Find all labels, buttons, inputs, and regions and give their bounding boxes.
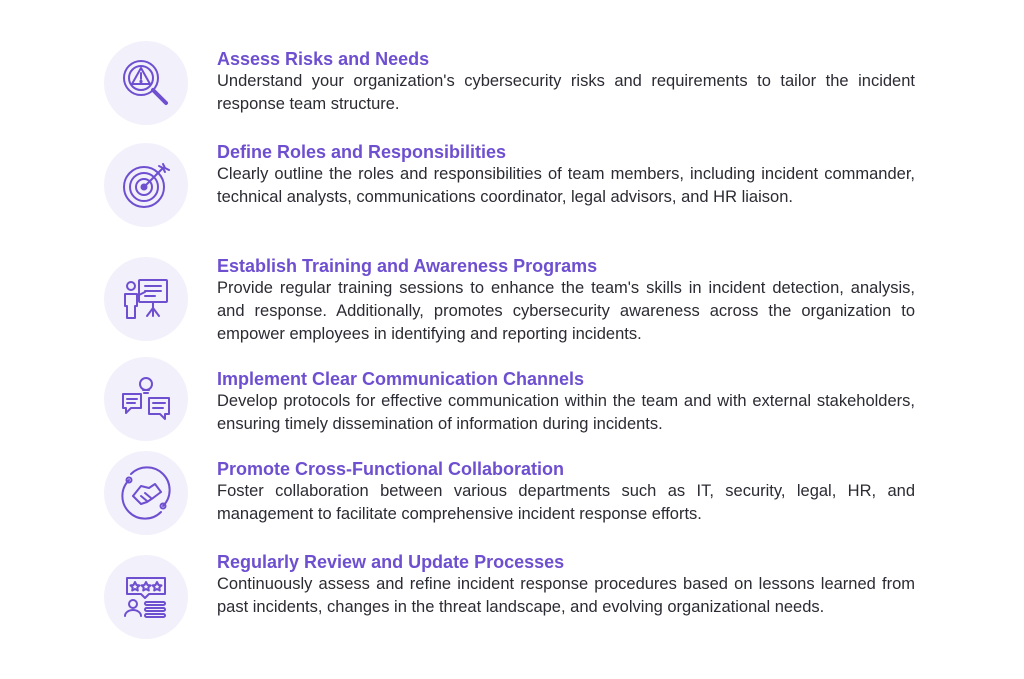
step-description: Understand your organization's cybersecurity risks and requirements to tailor the incident response team structure. bbox=[217, 72, 915, 113]
step-title: Assess Risks and Needs bbox=[217, 49, 430, 69]
step-icon-circle bbox=[104, 257, 188, 341]
step-icon-circle bbox=[104, 41, 188, 125]
step-title: Implement Clear Communication Channels bbox=[217, 369, 585, 389]
step-icon-circle bbox=[104, 357, 188, 441]
step-description: Provide regular training sessions to enhance the team's skills in incident detection, analysis, and response. Additionally, promotes cybersecurity awareness across the organization to empower employees in identifying and reporting incidents. bbox=[217, 279, 915, 343]
step-description: Foster collaboration between various departments such as IT, security, legal, HR, and management to facilitate comprehensive incident response efforts. bbox=[217, 482, 915, 523]
presentation-trainer-icon bbox=[119, 272, 173, 326]
risk-warning-magnifier-icon bbox=[119, 56, 173, 110]
step-title: Define Roles and Responsibilities bbox=[217, 142, 507, 162]
step-title: Establish Training and Awareness Programs bbox=[217, 256, 598, 276]
step-description: Continuously assess and refine incident response procedures based on lessons learned from past incidents, changes in the threat landscape, and evolving organizational needs. bbox=[217, 575, 915, 616]
chat-idea-icon bbox=[119, 372, 173, 426]
target-dart-icon bbox=[119, 158, 173, 212]
step-description: Develop protocols for effective communication within the team and with external stakeholders, ensuring timely dissemination of information during incidents. bbox=[217, 392, 915, 433]
step-description: Clearly outline the roles and responsibilities of team members, including incident commander, technical analysts, communications coordinator, legal advisors, and HR liaison. bbox=[217, 165, 915, 206]
step-icon-circle bbox=[104, 555, 188, 639]
handshake-icon bbox=[119, 466, 173, 520]
step-title: Promote Cross-Functional Collaboration bbox=[217, 459, 565, 479]
step-icon-circle bbox=[104, 143, 188, 227]
step-title: Regularly Review and Update Processes bbox=[217, 552, 565, 572]
rating-review-icon bbox=[119, 570, 173, 624]
step-icon-circle bbox=[104, 451, 188, 535]
